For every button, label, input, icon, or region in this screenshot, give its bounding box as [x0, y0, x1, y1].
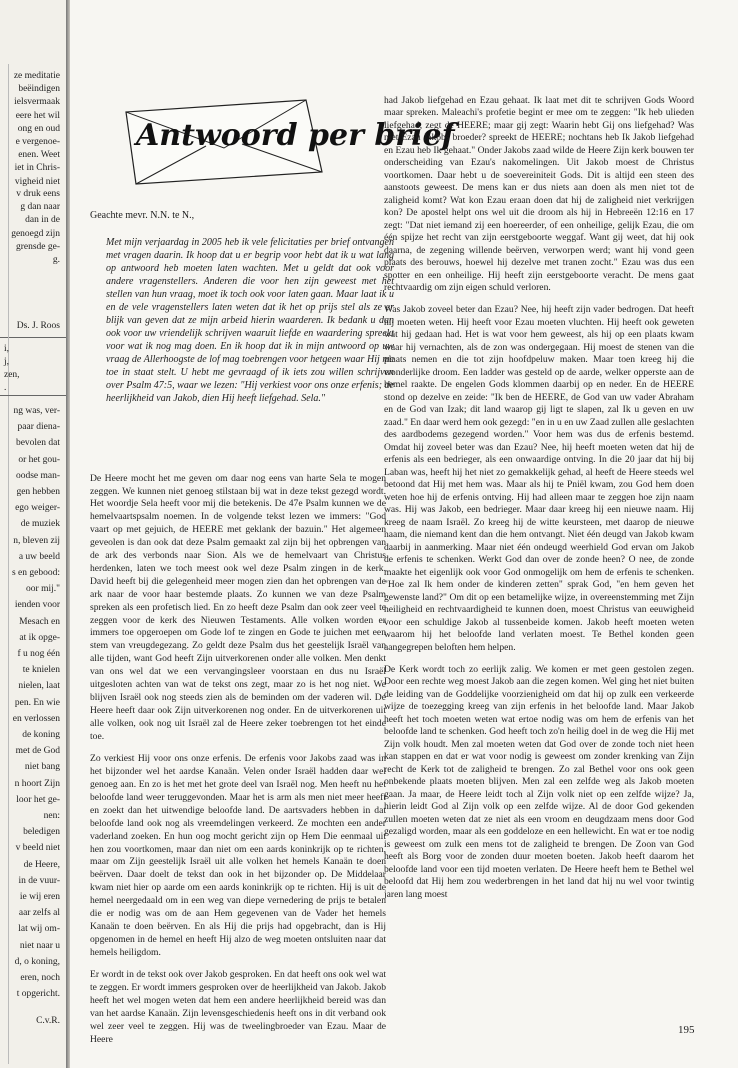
left-page-line: oor mij." — [26, 584, 60, 595]
left-page-fragment — [0, 0, 66, 1068]
left-page-line: met de God — [15, 746, 60, 757]
paragraph: had Jakob liefgehad en Ezau gehaat. Ik laat met dit te schrijven Gods Woord maar spreken. Maleachi's profetie begint er mee om te zeggen: "Ik heb ulieden liefgehad, zegt de HEERE; maar gij zegt: Waarin hebt Gij ons liefgehad? Was niet Ezau Jakobs broeder? spreekt de HEERE; nochtans heb Ik Jakob liefgehad en Ezau heb Ik gehaat." Onder Jakobs zaad wilde de Heere Zijn kerk bouwen ter onderscheiding van Ezau's nakomelingen. Uit Jakob moest de Christus voortkomen. Daar hebt u de soevereiniteit Gods. Dit is altijd een steen des aanstoots geweest. De mens kan er dus niets aan doen als men niet tot de zaligheid komt? Wat kon Ezau eraan doen dat hij de zaligheid niet verkrijgen kon? De apostel helpt ons wel uit die droom als hij in Hebreeën 12:16 en 17 zegt: "Dat niet iemand zij een hoereerder, of een onheilige, gelijk Ezau, die om één spijze het recht van zijn eerstgeboorte weggaf. Want gij weet, dat hij ook daarna, de zegening willende beërven, verworpen werd; want hij vond geen plaats des berouws, hoewel hij dezelve met tranen zocht." Ezau was dus een spotter en een onheilige. Hij heeft zijn eerstgeboorte veracht. De mens gaat rechtvaardig om zijn eigen schuld verloren. — [384, 94, 694, 294]
page-title: Antwoord per brief — [136, 118, 455, 153]
left-page-line: dan in de — [25, 215, 60, 226]
left-page-line: zen, — [4, 370, 20, 380]
left-page-line: eren, noch — [20, 973, 60, 983]
left-page-line: ng was, ver- — [13, 406, 60, 416]
left-page-line: in de vuur- — [18, 875, 60, 886]
left-page-line: pen. En wie — [14, 697, 60, 708]
left-page-line: ielsvermaak — [14, 97, 60, 108]
paragraph: Er wordt in de tekst ook over Jakob gesproken. En dat heeft ons ook wel wat te zeggen. Er wordt immers gesproken over de heerlijkheid van Jakob. Jakob heeft het wel mogen weten dat hem een andere heerlijkheid bereid was dan van het aardse Kanaän. Zijn levensgeschiedenis heeft ons in dit verband ook wel zeer veel te zeggen. Hij was de tweelingbroeder van Ezau. Maar de Heere — [90, 969, 386, 1045]
left-page-line: lat wij om- — [18, 924, 60, 935]
left-page-line: at ik opge- — [19, 632, 60, 643]
left-page-line: . — [4, 383, 7, 393]
left-page-line: f u nog één — [17, 649, 60, 659]
left-page-line: de muziek — [20, 519, 60, 530]
answer-column-right — [384, 85, 694, 911]
left-page-line: gen hebben — [16, 487, 60, 497]
left-page-line: beledigen — [23, 827, 60, 838]
left-page-line: de koning — [22, 730, 60, 740]
left-page-line: nen: — [43, 811, 60, 821]
left-page-line: oodse man- — [15, 470, 60, 481]
answer-text-right — [384, 95, 694, 902]
left-page-line: enen. Weet — [18, 150, 60, 161]
left-page-line: bevolen dat — [15, 438, 60, 449]
left-page-line: eere het wil — [15, 110, 60, 121]
left-page-line: d, o koning, — [14, 956, 60, 967]
left-page-line: v druk eens — [16, 189, 60, 199]
left-page-line: te knielen — [22, 665, 60, 676]
header-logo — [106, 92, 455, 190]
reader-question: Met mijn verjaardag in 2005 heb ik vele felicitaties per brief ontvangen met vragen daarin. Ik hoop dat u er begrip voor hebt dat ik u wat lang op antwoord heb moeten laten wachten. Met u geldt dat ook voor andere vragenstellers. Anderen die voor hen zijn geweest met het stellen van hun vraag, moet ik toch ook voor laten gaan. Maar laat ik u en de vele vragenstellers laten weten dat ik het op prijs stel als ze er blijk van geven dat ze mijn arbeid hierin waarderen. Ik bedank u dan ook voor uw vriendelijk schrijven waaruit liefde en waardering spreekt voor wat ik nog mag doen. En ik hoop dat ik in mijn antwoord op uw vraag de Allerhoogste de lof mag toebrengen voor hetgeen waar Hij me toe in staat stelt. U hebt me gevraagd of ik iets zou willen schrijven over Psalm 47:5, waar we lezen: "Hij verkiest voor ons onze erfenis; de heerlijkheid van Jakob, dien Hij heeft liefgehad. Sela." — [106, 237, 394, 404]
left-page-line: i, — [4, 344, 10, 354]
answer-column-left — [90, 463, 386, 1056]
left-page-line: ienden voor — [14, 600, 60, 611]
left-page-line: v beeld niet — [15, 843, 60, 854]
left-page-line: en verlossen — [12, 713, 60, 724]
left-page-line: vigheid niet — [14, 176, 60, 187]
divider — [0, 395, 66, 396]
left-page-line: aar zelfs al — [18, 908, 60, 919]
left-page-line: ong en oud — [17, 123, 60, 134]
left-page-line: ze meditatie — [13, 71, 60, 81]
left-page-line: n, bleven zij — [13, 535, 60, 546]
left-page-line: niet naar u — [19, 940, 60, 951]
left-page-line: beëindigen — [18, 84, 60, 95]
box-rule — [8, 64, 9, 1064]
left-page-signature-1: Ds. J. Roos — [16, 321, 60, 331]
left-page-line: genoegd zijn — [11, 228, 60, 239]
left-page-line: Mesach en — [19, 616, 60, 627]
left-page-line: grensde ge- — [15, 241, 60, 252]
left-page-line: ie wij eren — [19, 892, 60, 902]
left-page-line: iet in Chris- — [14, 163, 60, 174]
left-page-line: de Heere, — [23, 859, 60, 870]
paragraph: Was Jakob zoveel beter dan Ezau? Nee, hij heeft zijn vader bedrogen. Dat heeft hij moeten weten. Hij heeft voor Ezau moeten vluchten. Hij heeft ook geweten wat hij gedaan had. Het is wat voor hem geweest, als hij op een plaats kwam waar hij vernachten, als de zon was ondergegaan. Hij moest de stenen van die plaats nemen en die tot zijn hoofdpeluw maken. Maar toen kreeg hij die wonderlijke droom. Een ladder was gesteld op de aarde, welker opperste aan de hemel raakte. De engelen Gods klommen daarbij op en neder. En de HEERE stond op dezelve en zeide: "Ik ben de HEERE, de God van uw vader Abraham en de God van Izak; dit land waarop gij ligt te slapen, zal Ik u geven en uw zaad." En daar werd hem ook gezegd: "en in u en uw Zaad zullen alle geslachten des aardbodems gezegend worden." Voor hem was dus de erfenis bestemd. Omdat hij zoveel beter was dan Ezau? Nee, hij heeft moeten weten dat hij de erfenis als een bedrieger, als een onwaardige ontving. In die 20 jaar dat hij bij Laban was, heeft hij het niet zo gemakkelijk gehad, al heeft de Heere steeds wel betoond dat Hij met hem was. Maar als hij te Pniël kwam, zou God hem doen weten hoe hij de erfenis ontving. Hij had alleen maar te zeggen hoe zijn naam was. Hij was Jakob, een bedrieger. Maar daar kreeg hij een nieuwe naam. Hij kreeg de naam Israël. Zo kreeg hij de witte keursteen, met daarop de nieuwe naam, die niemand kent dan die hem ontvangt. Niet één deugd van Jakob kwam daarbij in aanmerking. Maar niet één ondeugd weerhield God ervan om Jakob de erfenis te schenken. Werkt God dan over de zonde heen? O nee, de zonde maakte het eigenlijk ook voor God onmogelijk om hem de erfenis te schenken. "Hoe zal Ik hem onder de kinderen zetten" sprak God, "en hem geven het gewenste land?" Om dit op een betamelijke wijze, in overeenstemming met Zijn heiligheid en rechtvaardigheid te kunnen doen, moest Christus van eeuwigheid voor een schuldige Jakob al tussenbeide komen. Jakob heeft moeten weten waarom hij het beloofde land verlaten moest. Te Bethel konden geen aangegrepen beloften hem helpen. — [384, 304, 694, 653]
left-page-line: g. — [52, 255, 60, 265]
left-page-line: paar diena- — [17, 422, 60, 433]
paragraph: Zo verkiest Hij voor ons onze erfenis. De erfenis voor Jakobs zaad was in het bijzonder wel het aardse Kanaän. Velen onder Israël hadden daar wel genoeg aan. En zo is het met het grote deel van Israël nog. Men heeft nu het beloofde land weer teruggevonden. Maar het is arm als men niet meer heeft en zoekt dan het uitwendige beloofde land. De aartsvaders hebben in dat beloofde land ook nog als vreemdelingen verkeerd. Ze mochten een ander vaderland zoeken. En hun oog mocht gericht zijn op Hem Die eenmaal uit hen zou voortkomen, maar dan niet om een aards koninkrijk op te richten, maar om Zijn geestelijk Israël uit alle volken het hemels Kanaän te doen beërven. Daar doelt de tekst dan ook in het bijzonder op. De Middelaar kwam niet hier op aarde om een aards koninkrijk op te richten. Hij is uit de hemel neergedaald om in een weg van diepe vernedering de prijs te betalen die er nodig was om de aan Hem gegevenen van de Vader het hemels Kanaän te doen beërven. En als Hij die prijs had opgebracht, dan is Hij opgenomen in de hemel en heeft Hij alzo de weg moeten ontsluiten naar dat hemels heiligdom. — [90, 753, 386, 958]
divider — [0, 337, 66, 338]
paragraph: De Heere mocht het me geven om daar nog eens van harte Sela tе mogen zeggen. We kunnen niet genoeg stilstaan bij wat in deze tekst gezegd wordt. Het woordje Sela heeft voor mij die betekenis. De 47e Psalm kunnen we de hemelvaartspsalm noemen. In de volgende tekst lezen we immers: "God vaart op met gejuich, de HEERE met geklank der bazuin." Het algemeen geveolen is dan ook dat deze Psalm gemaakt zal zijn bij het opbrengen van de ark des verbonds naar Sion. Als we de hemelvaart van Christus herdenken, laten we toch meest ook wel deze Psalm zingen in de kerk. David heeft bij die gelegenheid meer mogen zien dan het opbrengen van de ark naar de voor haar bestemde plaats. Zo kunnen we van deze Psalm spreken als een profetisch lied. En zo heeft deze Psalm dan ook zeer veel te zeggen voor de kerk des Nieuwen Testaments. Alle volken worden er immers toe opgeroepen om Gode lof te zingen en Gode te juichen met een stem van vreugdegezang. Zo geldt deze Psalm dus het geestelijk Israël van alle tijden, want God heeft Zijn uitverkorenen onder alle volken. Men denkt van ons wel dat we een vervangingsleer voorstaan en dus nu Israël uitgesloten achten van wat de tekst ons zegt, maar zo is het nog niet. We blijven Israël ook nog steeds zien als de beminden om der vaderen wil. De Heere heeft daar ook Zijn uitverkorenen nog onder. En de uitverkorenen uit alle volken, ook nog uit Israël zal de Heere zeker toebrengen tot het einde toe. — [90, 472, 386, 742]
paragraph: De Kerk wordt toch zo eerlijk zalig. We komen er met geen gestolen zegen. Door een rechte weg moest Jakob aan die zegen komen. Wel ging het niet buiten de leiding van de Goddelijke voorzienigheid om dat hij op zulk een verkeerde wijze de toezegging kreeg van zijn erfenis in het beloofde land. Maar Jakob heeft het toch moeten weten wat ertoe nodig was om hem de erfenis van het beloofde land te schenken. God heeft toch zo'n heilig doel in de weg die Hij met Zijn volk houdt. Men zal moeten weten dat God over de zonde toch niet heen kan stappen en dat er wat voor nodig is geweest om zonder krenking van Zijn recht de Kerk tot de zaligheid te brengen. Zo zal Bethel voor ons ook geen onbekende plaats moeten blijven. Men zal een zelfde weg als Jakob moeten gaan. Ja maar, de Heere leidt toch al Zijn volk niet op een zelfde wijze? Ja, hierin leidt God al Zijn volk op een zelfde wijze. Al de door God gekenden zullen moeten weten dat ze niet als een vroom en deugdzaam mens door God gezaligd worden, maar als een goddeloze en een hellewicht. En wat er toe nodig is geweest om zulk een mens tot de zaligheid te brengen. De Zoon van God heeft als Borg voor de zonden duur moeten boeten. Jakob heeft daarom het beloofde land voor een tijd moeten verlaten. De Heere heeft hem te Bethel wel beloofd dat Hij hem zou wederbrengen in het land dat hij nu wel voor twintig jaren lang moest — [384, 663, 694, 900]
page-number: 195 — [678, 1024, 695, 1036]
left-page-line: or het gou- — [18, 454, 60, 465]
left-page-line: niet bang — [24, 762, 60, 773]
left-page-line: n hoort Zijn — [14, 778, 60, 789]
left-page-line: s en gebood: — [11, 568, 60, 578]
left-page-line: e vergenoe- — [15, 137, 60, 147]
left-page-line: loor het ge- — [16, 794, 60, 805]
left-page-line: t opgericht. — [16, 989, 60, 1000]
left-page-line: ego weiger- — [15, 503, 60, 514]
left-page-line: g dan naar — [20, 202, 60, 213]
left-page-line: a uw beeld — [18, 551, 60, 562]
answer-text-left — [90, 473, 386, 1047]
left-page-line: j, — [4, 357, 10, 367]
left-page-signature-2: C.v.R. — [36, 1016, 60, 1026]
salutation: Geachte mevr. N.N. te N., — [90, 210, 195, 221]
left-page-line: nielen, laat — [18, 681, 60, 692]
page — [70, 0, 738, 1068]
